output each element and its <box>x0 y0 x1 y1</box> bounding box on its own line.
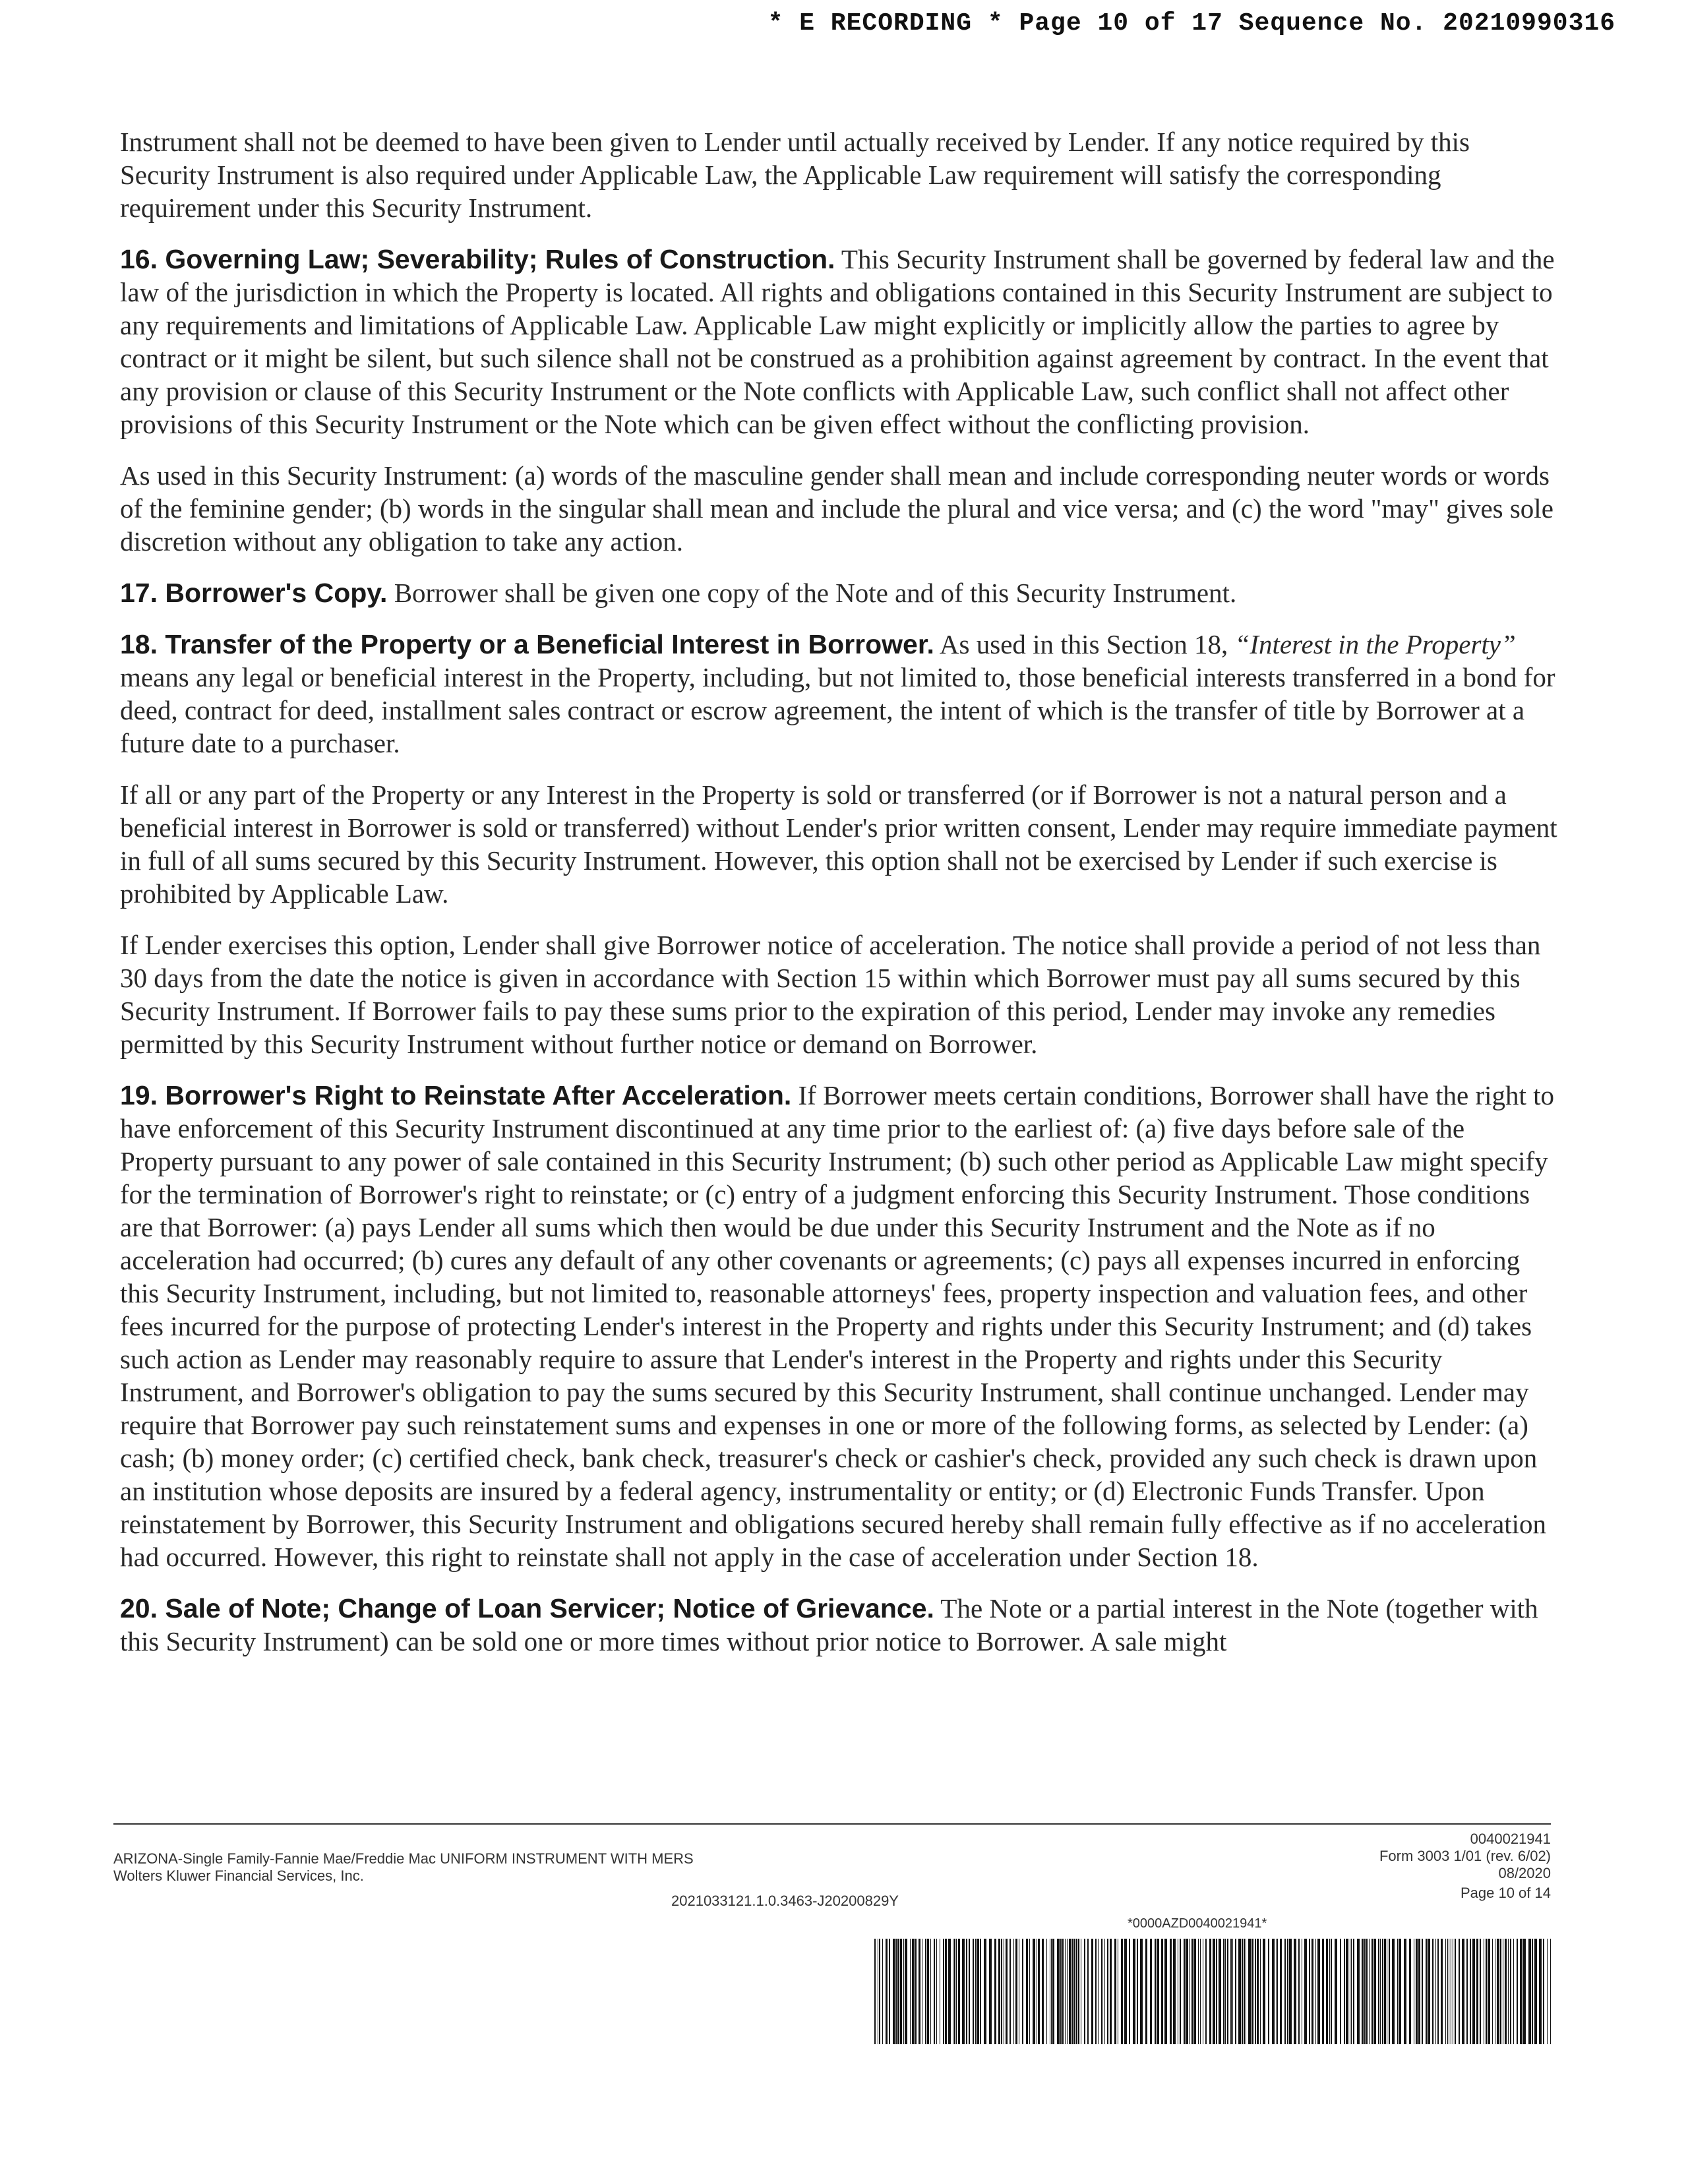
section-18-heading: 18. Transfer of the Property or a Beneficial Interest in Borrower. <box>120 629 934 659</box>
section-16-construction: As used in this Security Instrument: (a) words of the masculine gender shall mean and include corresponding neuter words or words of the feminine gender; (b) words in the singular shall mean and include the plural and vice versa; and (c) the word "may" gives sole discretion without any obligation to take any action. <box>120 460 1553 557</box>
section-19 <box>120 1079 1564 1573</box>
paragraph-notice-continued: Instrument shall not be deemed to have been given to Lender until actually received by Lender. If any notice required by this Security Instrument is also required under Applicable Law, the Applicable Law requirement will satisfy the corresponding requirement under this Security Instrument. <box>120 127 1470 223</box>
footer-form-date: 08/2020 <box>1498 1865 1551 1881</box>
barcode-image <box>874 1939 1551 2044</box>
section-17-text: Borrower shall be given one copy of the Note and of this Security Instrument. <box>387 578 1237 608</box>
section-17 <box>120 576 1564 609</box>
section-16 <box>120 243 1564 440</box>
document-body <box>120 125 1564 1676</box>
footer-form-number: Form 3003 1/01 (rev. 6/02) <box>1379 1848 1551 1864</box>
section-20 <box>120 1592 1564 1658</box>
footer-form-title: ARIZONA-Single Family-Fannie Mae/Freddie Mac UNIFORM INSTRUMENT WITH MERS <box>113 1850 694 1867</box>
section-16-text: This Security Instrument shall be governed by federal law and the law of the jurisdiction in which the Property is located. All rights and obligations contained in this Security Instrument are subject to any requirements and limitations of Applicable Law. Applicable Law might explicitly or implicitly allow the parties to agree by contract or it might be silent, but such silence shall not be construed as a prohibition against agreement by contract. In the event that any provision or clause of this Security Instrument or the Note conflicts with Applicable Law, such conflict shall not affect other provisions of this Security Instrument or the Note which can be given effect without the conflicting provision. <box>120 244 1555 439</box>
section-18-acceleration: If Lender exercises this option, Lender shall give Borrower notice of acceleration. The notice shall provide a period of not less than 30 days from the date the notice is given in accordance with Section 15 within which Borrower must pay all sums secured by this Security Instrument. If Borrower fails to pay these sums prior to the expiration of this period, Lender may invoke any remedies permitted by this Security Instrument without further notice or demand on Borrower. <box>120 930 1541 1059</box>
footer-divider <box>113 1823 1551 1825</box>
footer-doc-code: 2021033121.1.0.3463-J20200829Y <box>671 1893 899 1909</box>
section-18-transfer: If all or any part of the Property or any Interest in the Property is sold or transferred (or if Borrower is not a natural person and a beneficial interest in Borrower is sold or transferred) without Lender's prior written consent, Lender may require immediate payment in full of all sums secured by this Security Instrument. However, this option shall not be exercised by Lender if such exercise is prohibited by Applicable Law. <box>120 779 1557 909</box>
section-18 <box>120 628 1564 760</box>
section-20-heading: 20. Sale of Note; Change of Loan Servicer; Notice of Grievance. <box>120 1593 934 1623</box>
section-19-text: If Borrower meets certain conditions, Borrower shall have the right to have enforcement of this Security Instrument discontinued at any time prior to the earliest of: (a) five days before sale of the Property pursuant to any power of sale contained in this Security Instrument; (b) such other period as Applicable Law might specify for the termination of Borrower's right to reinstate; or (c) entry of a judgment enforcing this Security Instrument. Those conditions are that Borrower: (a) pays Lender all sums which then would be due under this Security Instrument and the Note as if no acceleration had occurred; (b) cures any default of any other covenants or agreements; (c) pays all expenses incurred in enforcing this Security Instrument, including, but not limited to, reasonable attorneys' fees, property inspection and valuation fees, and other fees incurred for the purpose of protecting Lender's interest in the Property and rights under this Security Instrument; and (d) takes such action as Lender may reasonably require to assure that Lender's interest in the Property and rights under this Security Instrument, and Borrower's obligation to pay the sums secured by this Security Instrument, shall continue unchanged. Lender may require that Borrower pay such reinstatement sums and expenses in one or more of the following forms, as selected by Lender: (a) cash; (b) money order; (c) certified check, bank check, treasurer's check or cashier's check, provided any such check is drawn upon an institution whose deposits are insured by a federal agency, instrumentality or entity; or (d) Electronic Funds Transfer. Upon reinstatement by Borrower, this Security Instrument and obligations secured hereby shall remain fully effective as if no acceleration had occurred. However, this right to reinstate shall not apply in the case of acceleration under Section 18. <box>120 1080 1555 1572</box>
footer-publisher: Wolters Kluwer Financial Services, Inc. <box>113 1867 364 1884</box>
section-20-text: The Note or a partial interest in the Note (together with this Security Instrument) can be sold one or more times without prior notice to Borrower. A sale might <box>120 1593 1538 1656</box>
footer-loan-number: 0040021941 <box>1470 1831 1551 1847</box>
section-16-heading: 16. Governing Law; Severability; Rules of Construction. <box>120 244 835 274</box>
section-19-heading: 19. Borrower's Right to Reinstate After Acceleration. <box>120 1080 792 1110</box>
footer-page-indicator: Page 10 of 14 <box>1460 1885 1551 1901</box>
barcode-label: *0000AZD0040021941* <box>1128 1916 1267 1931</box>
section-18-defined-term: “Interest in the Property” <box>1234 629 1516 659</box>
recording-stamp: * E RECORDING * Page 10 of 17 Sequence No. 20210990316 <box>768 9 1615 38</box>
section-18-text-b: means any legal or beneficial interest in the Property, including, but not limited to, those beneficial interests transferred in a bond for deed, contract for deed, installment sales contract or escrow agreement, the intent of which is the transfer of title by Borrower at a future date to a purchaser. <box>120 662 1555 758</box>
section-17-heading: 17. Borrower's Copy. <box>120 578 388 608</box>
section-18-text-a: As used in this Section 18, <box>934 629 1235 659</box>
